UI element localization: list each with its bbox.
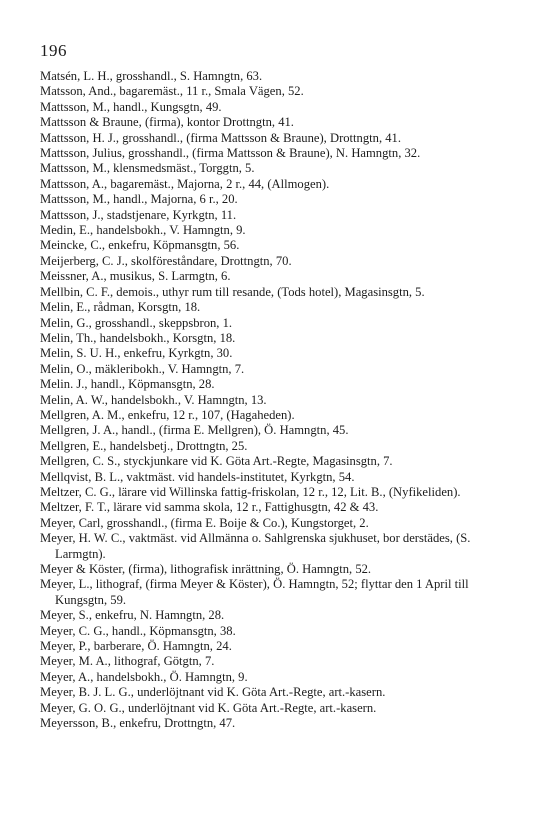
directory-entry: Melin, O., mäkleribokh., V. Hamngtn, 7.: [40, 361, 245, 376]
directory-entry: Mellbin, C. F., demois., uthyr rum till resande, (Tods hotel), Magasinsgtn, 5.: [40, 284, 425, 299]
directory-entry: Melin, A. W., handelsbokh., V. Hamngtn, 13.: [40, 392, 267, 407]
directory-entry: Matsson, And., bagaremäst., 11 r., Smala Vägen, 52.: [40, 84, 304, 99]
directory-entries: [40, 69, 520, 731]
directory-entry: Meyer, M. A., lithograf, Götgtn, 7.: [40, 654, 215, 669]
page-number: 196: [40, 41, 67, 60]
directory-entry: Melin, G., grosshandl., skeppsbron, 1.: [40, 315, 233, 330]
directory-entry: Melin, E., rådman, Korsgtn, 18.: [40, 300, 201, 315]
directory-entry: Meijerberg, C. J., skolföreståndare, Drottngtn, 70.: [40, 253, 292, 268]
directory-entry: Meyer, P., barberare, Ö. Hamngtn, 24.: [40, 639, 232, 654]
directory-entry: Melin, Th., handelsbokh., Korsgtn, 18.: [40, 330, 236, 345]
directory-entry: Meltzer, F. T., lärare vid samma skola, 12 r., Fattighusgtn, 42 & 43.: [40, 500, 379, 515]
directory-entry: Mellgren, C. S., styckjunkare vid K. Göta Art.-Regte, Magasinsgtn, 7.: [40, 454, 393, 469]
directory-entry: Meissner, A., musikus, S. Larmgtn, 6.: [40, 269, 231, 284]
directory-entry: Mellgren, E., handelsbetj., Drottngtn, 25.: [40, 438, 248, 453]
directory-entry: Mellgren, J. A., handl., (firma E. Mellgren), Ö. Hamngtn, 45.: [40, 423, 349, 438]
directory-entry: Mattsson & Braune, (firma), kontor Drottngtn, 41.: [40, 115, 294, 130]
directory-entry: Mellgren, A. M., enkefru, 12 r., 107, (Hagaheden).: [40, 407, 295, 422]
directory-entry: Mattsson, M., handl., Kungsgtn, 49.: [40, 99, 222, 114]
directory-entry: Mellqvist, B. L., vaktmäst. vid handels-institutet, Kyrkgtn, 54.: [40, 469, 355, 484]
directory-entry: Meyer, C. G., handl., Köpmansgtn, 38.: [40, 623, 236, 638]
directory-entry: Mattsson, J., stadstjenare, Kyrkgtn, 11.: [40, 207, 237, 222]
directory-entry: Meyersson, B., enkefru, Drottngtn, 47.: [40, 716, 236, 731]
directory-entry: Meyer, G. O. G., underlöjtnant vid K. Göta Art.-Regte, art.-kasern.: [40, 700, 377, 715]
directory-entry: Mattsson, M., klensmedsmäst., Torggtn, 5.: [40, 161, 255, 176]
directory-entry: Meyer, B. J. L. G., underlöjtnant vid K. Göta Art.-Regte, art.-kasern.: [40, 685, 386, 700]
directory-entry: Mattsson, M., handl., Majorna, 6 r., 20.: [40, 192, 238, 207]
directory-entry: Meyer, L., lithograf, (firma Meyer & Köster), Ö. Hamngtn, 52; flyttar den 1 April till Kungsgtn, 59.: [40, 577, 469, 607]
directory-entry: Mattsson, H. J., grosshandl., (firma Mattsson & Braune), Drottngtn, 41.: [40, 130, 401, 145]
directory-entry: Meyer, Carl, grosshandl., (firma E. Boije & Co.), Kungstorget, 2.: [40, 515, 369, 530]
directory-entry: Melin. J., handl., Köpmansgtn, 28.: [40, 377, 215, 392]
directory-entry: Mattsson, Julius, grosshandl., (firma Mattsson & Braune), N. Hamngtn, 32.: [40, 146, 421, 161]
directory-entry: Mattsson, A., bagaremäst., Majorna, 2 r., 44, (Allmogen).: [40, 176, 330, 191]
directory-entry: Matsén, L. H., grosshandl., S. Hamngtn, 63.: [40, 69, 263, 83]
directory-entry: Meyer, H. W. C., vaktmäst. vid Allmänna o. Sahlgrenska sjukhuset, bor derstädes, (S. Larmgtn).: [40, 531, 471, 561]
directory-entry: Meincke, C., enkefru, Köpmansgtn, 56.: [40, 238, 240, 253]
directory-entry: Meltzer, C. G., lärare vid Willinska fattig-friskolan, 12 r., 12, Lit. B., (Nyfikeliden).: [40, 484, 461, 499]
directory-entry: Melin, S. U. H., enkefru, Kyrkgtn, 30.: [40, 346, 233, 361]
directory-entry: Meyer & Köster, (firma), lithografisk inrättning, Ö. Hamngtn, 52.: [40, 562, 372, 576]
directory-entry: Meyer, A., handelsbokh., Ö. Hamngtn, 9.: [40, 669, 248, 684]
directory-entry: Meyer, S., enkefru, N. Hamngtn, 28.: [40, 608, 225, 623]
directory-entry: Medin, E., handelsbokh., V. Hamngtn, 9.: [40, 223, 246, 238]
